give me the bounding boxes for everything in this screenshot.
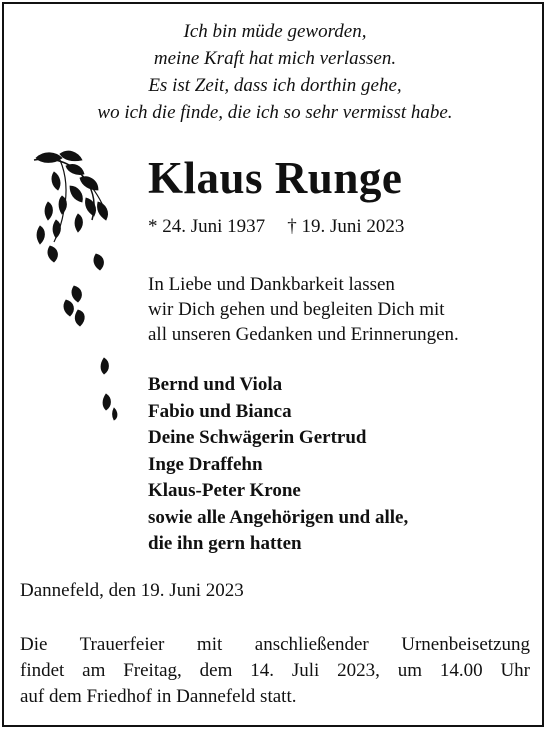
mourner-item: sowie alle Angehörigen und alle,: [148, 506, 409, 528]
intro-line: In Liebe und Dankbarkeit lassen: [148, 274, 395, 295]
notice-line: findet am Freitag, dem 14. Juli 2023, um 14.00 Uhr: [20, 660, 530, 681]
poem-line: meine Kraft hat mich verlassen.: [153, 48, 397, 69]
place-and-date: Dannefeld, den 19. Juni 2023: [20, 580, 244, 601]
falling-leaves-branch-icon: [26, 150, 136, 430]
mourner-item: Inge Draffehn: [148, 453, 263, 475]
intro-line: all unseren Gedanken und Erinnerungen.: [148, 324, 459, 345]
poem-line: wo ich die finde, die ich so sehr vermisst habe.: [97, 102, 453, 123]
notice-line: Die Trauerfeier mit anschließender Urnenbeisetzung: [20, 634, 530, 655]
funeral-notice: [20, 632, 530, 710]
mourner-item: Klaus-Peter Krone: [148, 480, 301, 501]
poem-line: Ich bin müde geworden,: [183, 21, 367, 42]
mourners-list: [148, 372, 408, 558]
poem: [0, 18, 550, 126]
mourner-item: die ihn gern hatten: [148, 533, 302, 554]
mourner-item: Bernd und Viola: [148, 374, 283, 395]
birth-date: * 24. Juni 1937: [148, 216, 266, 237]
mourner-item: Fabio und Bianca: [148, 400, 292, 422]
intro-line: wir Dich gehen und begleiten Dich mit: [148, 299, 445, 320]
deceased-name: Klaus Runge: [148, 153, 403, 203]
intro-text: [148, 272, 459, 347]
life-dates: [148, 216, 404, 238]
mourner-item: Deine Schwägerin Gertrud: [148, 427, 367, 448]
notice-line: auf dem Friedhof in Dannefeld statt.: [20, 686, 297, 707]
death-date: † 19. Juni 2023: [287, 216, 405, 237]
poem-line: Es ist Zeit, dass ich dorthin gehe,: [148, 75, 402, 96]
